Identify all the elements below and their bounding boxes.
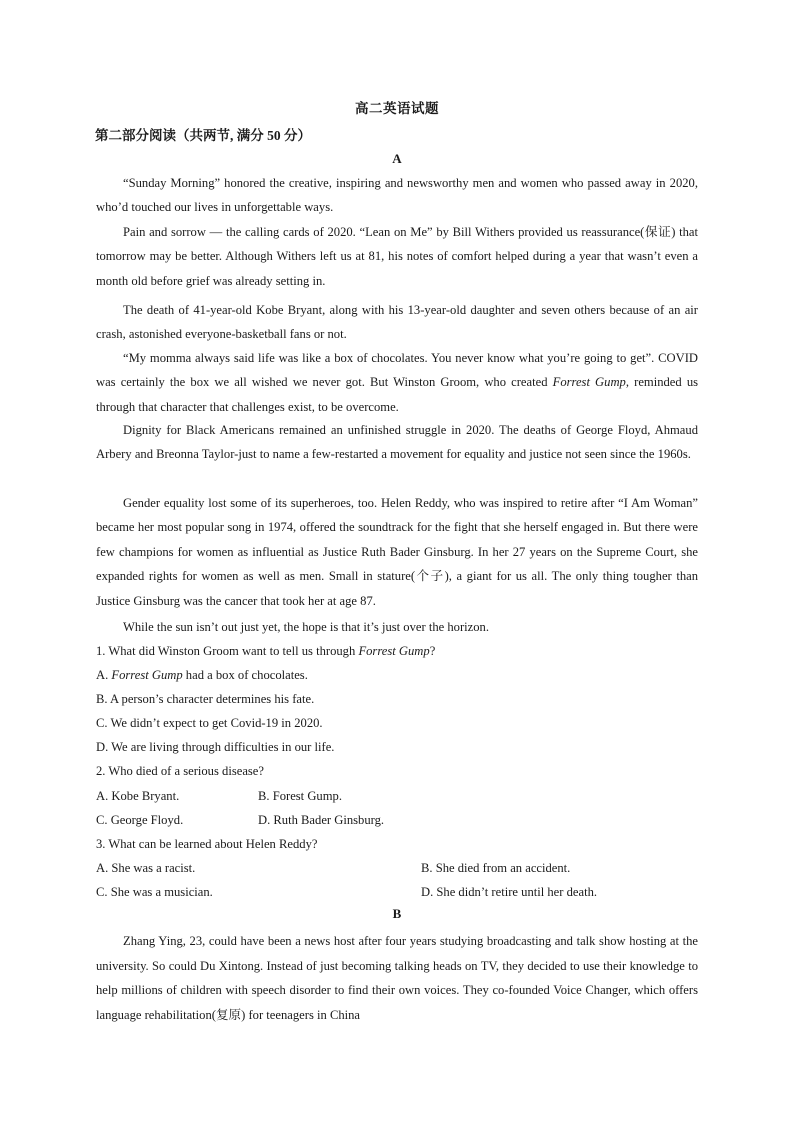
groom-text-before: “My momma always said life was like a box of chocolates. You never know what you’re going to get”. COVID was certainly the box we all wished we never got. But Winston Groom, who created bbox=[96, 351, 698, 390]
passage-a-paragraph-1: “Sunday Morning” honored the creative, inspiring and newsworthy men and women who passed away in 2020, who’d touched our lives in unforgettable ways. bbox=[96, 176, 698, 215]
q3-option-c: C. She was a musician. bbox=[96, 885, 213, 899]
exam-title: 高二英语试题 bbox=[355, 101, 439, 116]
passage-a-label: A bbox=[392, 151, 402, 166]
passage-a-paragraph-4 bbox=[96, 346, 698, 419]
q1-option-a-prefix: A. bbox=[96, 668, 112, 682]
q3-option-b: B. She died from an accident. bbox=[421, 861, 571, 875]
passage-a-paragraph-7: While the sun isn’t out just yet, the hope is that it’s just over the horizon. bbox=[123, 620, 489, 634]
question-1-stem bbox=[96, 639, 435, 663]
book-title: Forrest Gump bbox=[552, 375, 626, 390]
passage-a-paragraph-2: Pain and sorrow — the calling cards of 2020. “Lean on Me” by Bill Withers provided us reassurance(保证) that tomorrow may be better. Although Withers left us at 81, his notes of comfort helped during a year that wasn’t even a month old before grief was already setting in. bbox=[96, 225, 698, 288]
q2-option-a: A. Kobe Bryant. bbox=[96, 789, 180, 803]
q1-option-a-after: had a box of chocolates. bbox=[182, 668, 308, 682]
q3-option-d: D. She didn’t retire until her death. bbox=[421, 885, 598, 899]
q1-option-a-title: Forrest Gump bbox=[111, 668, 183, 682]
passage-a-paragraph-3: The death of 41-year-old Kobe Bryant, along with his 13-year-old daughter and seven others because of an air crash, astonished everyone-basketball fans or not. bbox=[96, 303, 698, 342]
q1-option-d: D. We are living through difficulties in our life. bbox=[96, 740, 335, 754]
q1-option-a bbox=[96, 663, 308, 687]
q3-option-a: A. She was a racist. bbox=[96, 861, 196, 875]
q1-option-c: C. We didn’t expect to get Covid-19 in 2020. bbox=[96, 716, 323, 730]
groom-text-after: , reminded us through that character that challenges exist, to be overcome. bbox=[96, 375, 699, 414]
passage-a-paragraph-6: Gender equality lost some of its superheroes, too. Helen Reddy, who was inspired to retire after “I Am Woman” became her most popular song in 1974, offered the soundtrack for the fight that she herself engaged in. But there were few champions for women as influential as Justice Ruth Bader Ginsburg. In her 27 years on the Supreme Court, she expanded rights for women as well as men. Small in stature(个子), a giant for us all. The only thing tougher than Justice Ginsburg was the cancer that took her at age 87. bbox=[96, 496, 698, 608]
q1-stem-title: Forrest Gump bbox=[358, 644, 430, 658]
passage-b-paragraph-1: Zhang Ying, 23, could have been a news host after four years studying broadcasting and talk show hosting at the university. So could Du Xintong. Instead of just becoming talking heads on TV, they decided to use their knowledge to help millions of children with speech disorder to find their own voices. They co-founded Voice Changer, which offers language rehabilitation(复原) for teenagers in China bbox=[96, 934, 698, 1022]
q1-option-b: B. A person’s character determines his fate. bbox=[96, 692, 315, 706]
q2-option-b: B. Forest Gump. bbox=[258, 789, 342, 803]
question-2-stem: 2. Who died of a serious disease? bbox=[96, 764, 264, 778]
section-heading: 第二部分阅读（共两节, 满分 50 分） bbox=[95, 128, 311, 143]
question-3-stem: 3. What can be learned about Helen Reddy? bbox=[96, 837, 318, 851]
q1-stem-after: ? bbox=[429, 644, 436, 658]
q2-option-d: D. Ruth Bader Ginsburg. bbox=[258, 813, 385, 827]
q2-option-c: C. George Floyd. bbox=[96, 813, 184, 827]
q1-stem-before: 1. What did Winston Groom want to tell us through bbox=[96, 644, 359, 658]
passage-b-label: B bbox=[392, 906, 402, 921]
passage-a-paragraph-5: Dignity for Black Americans remained an unfinished struggle in 2020. The deaths of George Floyd, Ahmaud Arbery and Breonna Taylor-just to name a few-restarted a movement for equality and justice not seen since the 1960s. bbox=[96, 423, 698, 462]
